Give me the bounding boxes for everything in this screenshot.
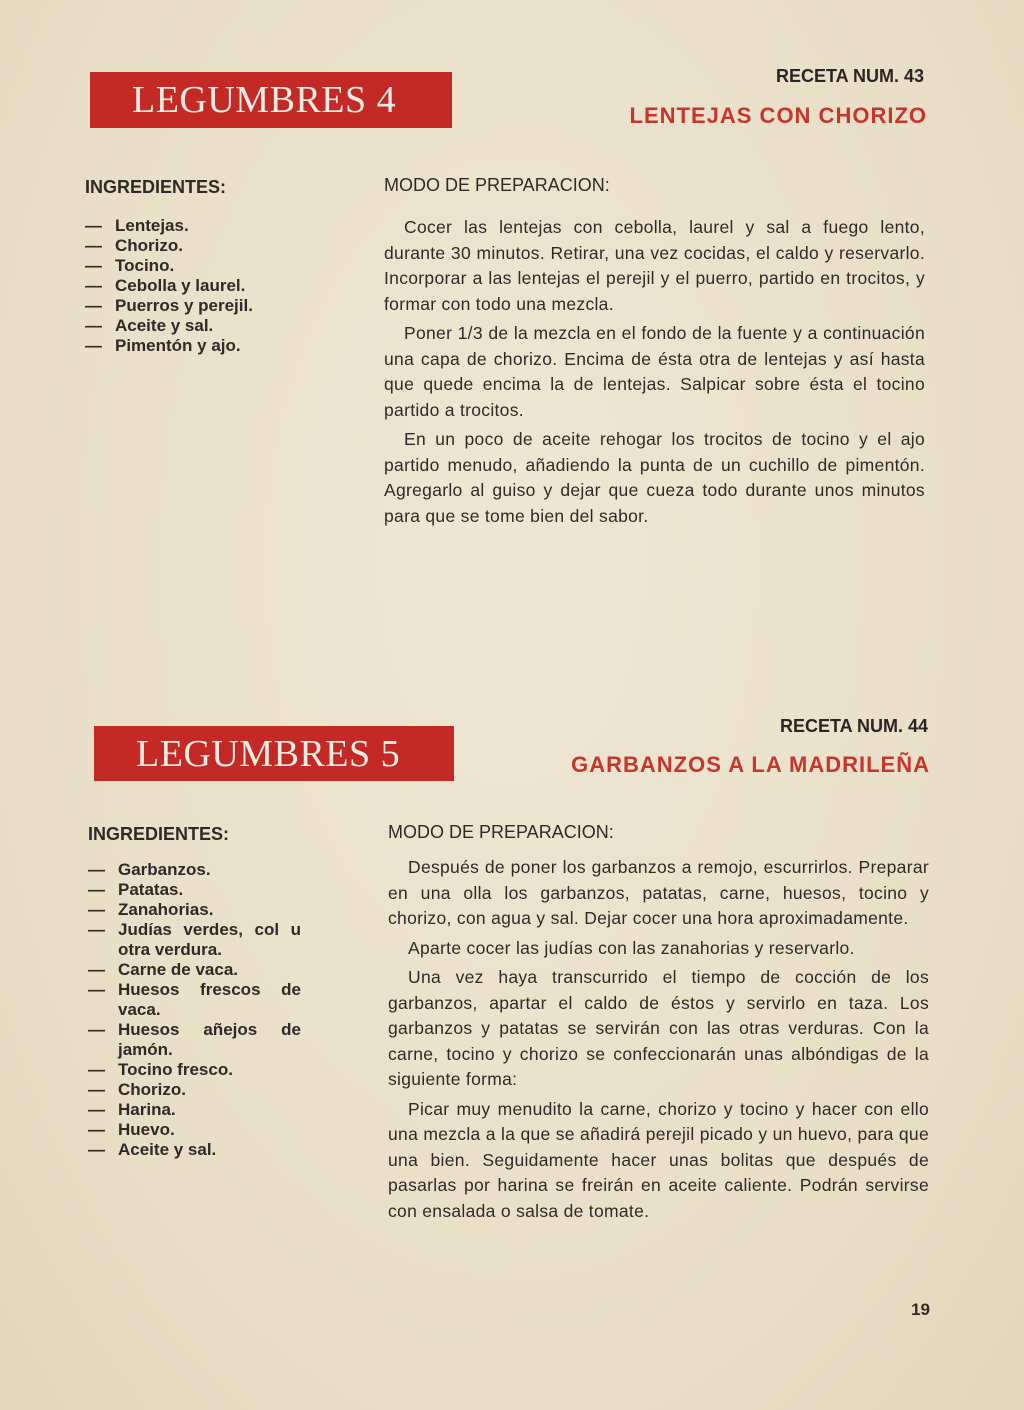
preparation-heading: MODO DE PREPARACION: bbox=[384, 175, 610, 195]
recipe-title: LENTEJAS CON CHORIZO bbox=[629, 103, 927, 128]
ingredient-item: — Tocino fresco. bbox=[88, 1060, 233, 1079]
section-banner-legumbres-4 bbox=[90, 72, 452, 128]
banner-text: LEGUMBRES 4 bbox=[132, 79, 397, 121]
preparation-paragraph: Cocer las lentejas con cebolla, laurel y sal a fuego lento, durante 30 minutos. Retirar, una vez cocidas, el caldo y reservarlo. Incorporar a las lentejas el perejil y el puerro, partido en trocitos, y formar con todo una mezcla. bbox=[384, 217, 925, 314]
ingredient-item: — Aceite y sal. bbox=[88, 1140, 217, 1159]
ingredient-item: — Tocino. bbox=[85, 256, 175, 275]
ingredient-item: — Puerros y perejil. bbox=[85, 296, 253, 315]
ingredient-item: — Cebolla y laurel. bbox=[85, 276, 246, 295]
ingredient-item: — Chorizo. bbox=[85, 236, 183, 255]
preparation-paragraph: Picar muy menudito la carne, chorizo y tocino y hacer con ello una mezcla a la que se añadirá perejil picado y un huevo, para que una bien. Seguidamente hacer unas bolitas que después de pasarlas por harina se freirán en aceite caliente. Podrán servirse con ensalada o salsa de tomate. bbox=[388, 1098, 929, 1221]
preparation-paragraph: Después de poner los garbanzos a remojo, escurrirlos. Preparar en una olla los garbanzos, patatas, carne, huesos, tocino y chorizo, con agua y sal. Dejar cocer una hora aproximadamente. bbox=[388, 857, 929, 928]
recipe-number: RECETA NUM. 44 bbox=[779, 716, 928, 736]
ingredient-item: — Zanahorias. bbox=[88, 900, 214, 919]
ingredients-list bbox=[85, 216, 275, 356]
ingredient-item: — Harina. bbox=[88, 1100, 176, 1119]
ingredient-item: — Chorizo. bbox=[88, 1080, 186, 1099]
preparation-paragraph: En un poco de aceite rehogar los trocitos de tocino y el ajo partido menudo, añadiendo la punta de un cuchillo de pimentón. Agregarlo al guiso y dejar que cueza todo durante unos minutos para que se tome bien del sabor. bbox=[384, 429, 925, 526]
ingredient-item: — Huesos añejos de jamón. bbox=[88, 1020, 301, 1059]
preparation-paragraph: Una vez haya transcurrido el tiempo de cocción de los garbanzos, apartar el caldo de éstos y servirlo en taza. Los garbanzos y patatas se servirán con las otras verduras. Con la carne, tocino y chorizo se confeccionarán unas albóndigas de la siguiente forma: bbox=[388, 967, 929, 1089]
preparation-paragraph: Aparte cocer las judías con las zanahorias y reservarlo. bbox=[408, 937, 855, 958]
preparation-paragraph: Poner 1/3 de la mezcla en el fondo de la fuente y a continuación una capa de chorizo. Encima de ésta otra de lentejas y así hasta que quede encima la de lentejas. Salpicar sobre ésta el tocino partido a trocitos. bbox=[384, 323, 925, 420]
ingredient-item: — Huesos frescos de vaca. bbox=[88, 980, 301, 1019]
preparation-text bbox=[384, 215, 925, 533]
preparation-heading: MODO DE PREPARACION: bbox=[388, 822, 614, 842]
page-number: 19 bbox=[911, 1300, 930, 1319]
banner-text: LEGUMBRES 5 bbox=[136, 732, 401, 775]
ingredient-item: — Lentejas. bbox=[85, 216, 189, 235]
ingredient-item: — Carne de vaca. bbox=[88, 960, 239, 979]
ingredient-item: — Pimentón y ajo. bbox=[85, 336, 241, 355]
ingredient-item: — Judías verdes, col u otra verdura. bbox=[88, 920, 301, 959]
ingredient-item: — Patatas. bbox=[88, 880, 184, 899]
ingredient-item: — Garbanzos. bbox=[88, 860, 211, 879]
recipe-title: GARBANZOS A LA MADRILEÑA bbox=[571, 752, 930, 777]
ingredients-list bbox=[88, 860, 301, 1160]
ingredients-heading: INGREDIENTES: bbox=[88, 824, 230, 844]
recipe-number: RECETA NUM. 43 bbox=[775, 66, 924, 86]
ingredient-item: — Huevo. bbox=[88, 1120, 175, 1139]
section-banner-legumbres-5 bbox=[94, 726, 454, 781]
ingredients-heading: INGREDIENTES: bbox=[85, 177, 227, 197]
ingredient-item: — Aceite y sal. bbox=[85, 316, 214, 335]
preparation-text bbox=[388, 855, 929, 1228]
